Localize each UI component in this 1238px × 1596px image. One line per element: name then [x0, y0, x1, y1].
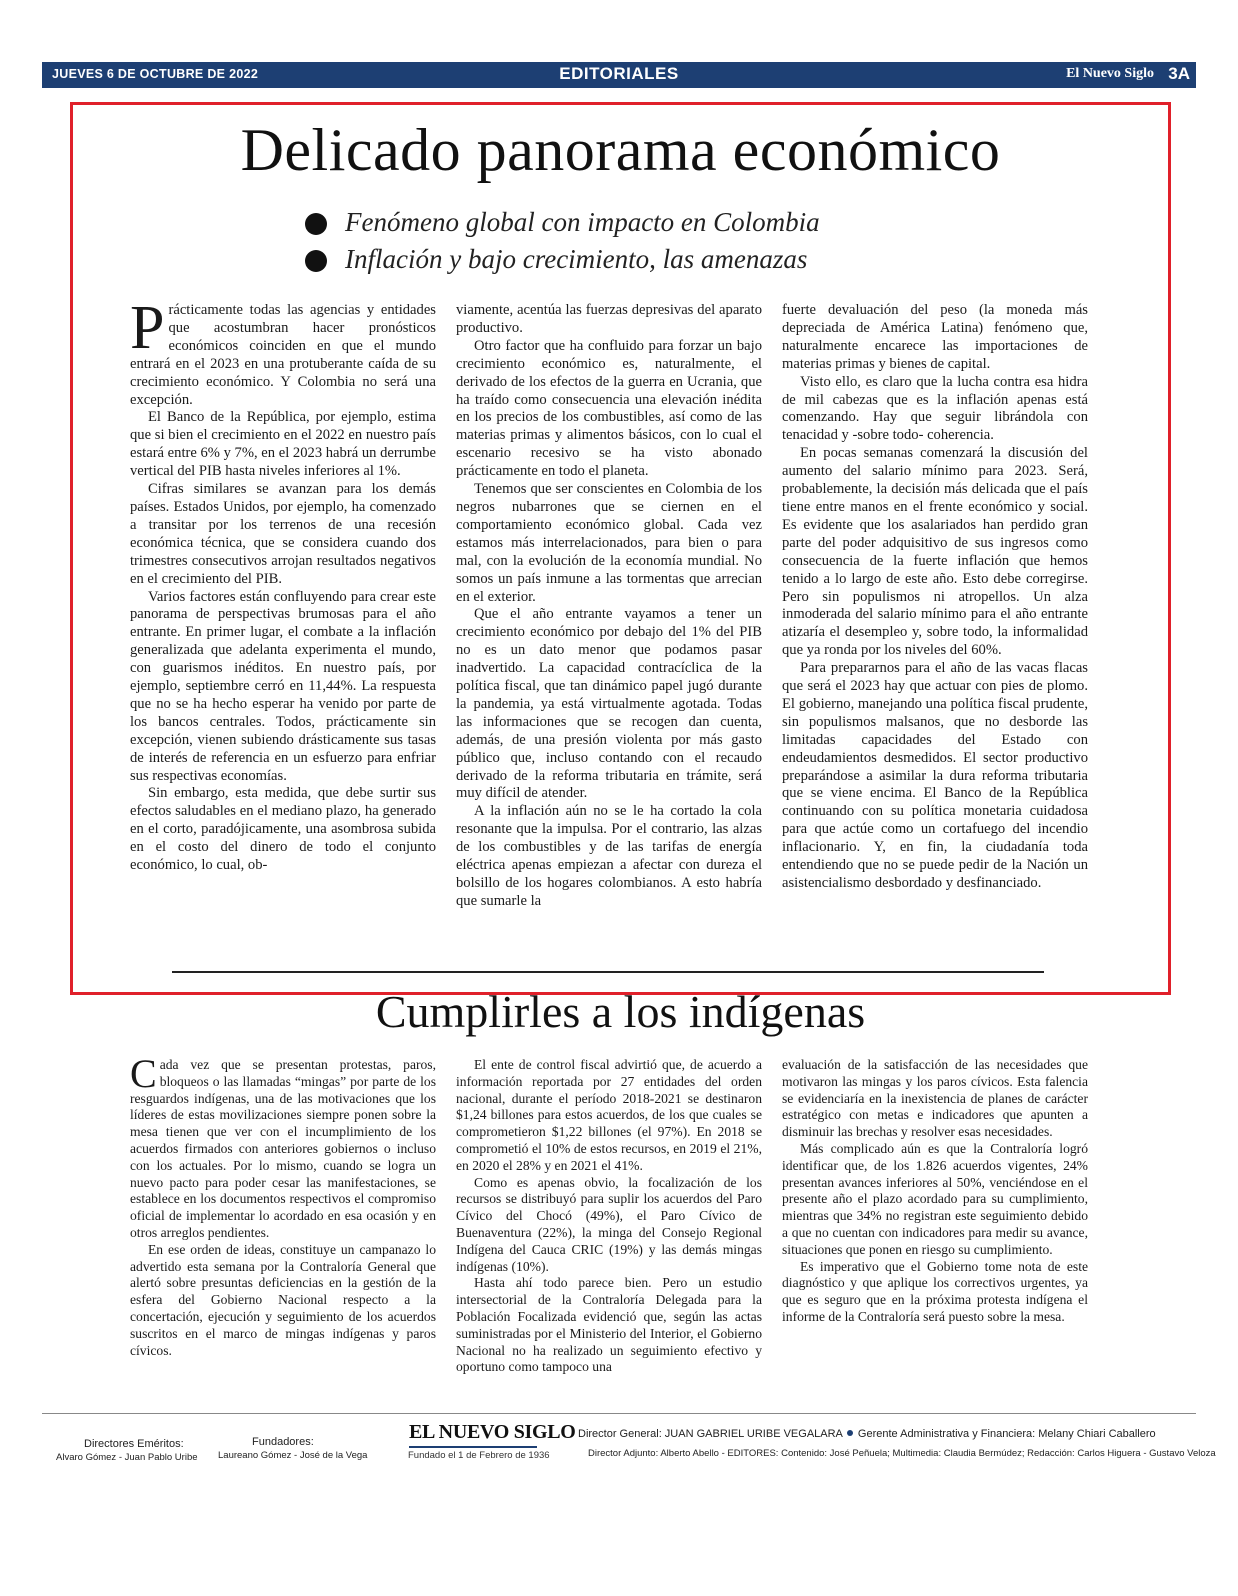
page-number: 3A — [1168, 64, 1190, 83]
editorial2-column-1 — [130, 1057, 436, 1375]
paragraph-text: ada vez que se presentan protestas, paros, bloqueos o las llamadas “mingas” por parte de los resguardos indígenas, una de las motivaciones que los líderes de estas movilizaciones siempre ponen sobre la mesa tienen que ver con el incumplimiento de los acuerdos firmados con anteriores gobiernos o incluso con los actuales. Por lo mismo, cuando se logra un nuevo pacto para poder cesar las manifestaciones, se establece en los documentos respectivos el compromiso oficial de implementar lo acordado en esa ocasión y en otros arreglos pendientes. — [130, 1057, 436, 1240]
staff-credits: Director Adjunto: Alberto Abello - EDITORES: Contenido: José Peñuela; Multimedia: Claudia Bermúdez; Redacción: Carlos Higuera - Gustavo Veloza — [588, 1448, 1216, 1459]
paragraph: Tenemos que ser conscientes en Colombia de los negros nubarrones que se ciernen en el comportamiento económico global. Cada vez estamos más interrelacionados, para bien o para mal, con la evolución de la economía mundial. No somos un país inmune a las tormentas que arrecian en el exterior. — [456, 481, 762, 605]
footer-masthead: EL NUEVO SIGLO — [409, 1421, 576, 1443]
page-date: JUEVES 6 DE OCTUBRE DE 2022 — [52, 67, 259, 81]
editorial2-column-3 — [782, 1057, 1088, 1375]
dropcap: P — [130, 302, 165, 362]
paragraph: Que el año entrante vayamos a tener un crecimiento económico por debajo del 1% del PIB no es un dato menor que podamos pasar inadvertido. La capacidad contracíclica de la política fiscal, que tan dinámico papel jugó durante la pandemia, ya está virtualmente agotada. Todas las informaciones que se recogen dan cuenta, además, de una presión violenta por más gasto público que, incluso contando con el recaudo derivado de la reforma tributaria en trámite, será muy difícil de atender. — [456, 606, 762, 802]
masthead-underline — [409, 1446, 537, 1448]
editorial1-column-3 — [782, 302, 1088, 946]
founded-date: Fundado el 1 de Febrero de 1936 — [408, 1450, 550, 1461]
paragraph: Visto ello, es claro que la lucha contra esa hidra de mil cabezas que es la inflación apenas está comenzando. Hay que seguir librándola con tenacidad y -sobre todo- coherencia. — [782, 373, 1088, 444]
paragraph: Otro factor que ha confluido para forzar un bajo crecimiento económico es, naturalmente, el derivado de los efectos de la guerra en Ucrania, que ha traído como consecuencia una elevación inédita en los precios de los combustibles, así como de las materias primas y alimentos básicos, con lo cual el escenario recesivo se ha visto abonado prácticamente en todo el planeta. — [456, 337, 762, 480]
paragraph: El ente de control fiscal advirtió que, de acuerdo a información reportada por 27 entidades del orden nacional, durante el período 2018-2021 se destinaron $1,24 billones para estos acuerdos, de los que cuales se comprometieron $1,22 billones (el 97%). En 2018 se comprometió el 10% de estos recursos, en 2019 el 21%, en 2020 el 28% y en 2021 el 41%. — [456, 1057, 762, 1173]
director-general-text: Director General: JUAN GABRIEL URIBE VEGALARA — [578, 1428, 843, 1440]
page-header-bar — [42, 62, 1196, 88]
editorial2-column-2 — [456, 1057, 762, 1375]
paragraph: Como es apenas obvio, la focalización de los recursos se distribuyó para suplir los acuerdos del Paro Cívico del Chocó (49%), el Paro Cívico de Buenaventura (22%), la minga del Consejo Regional Indígena del Cauca CRIC (19%) y las demás mingas indígenas (10%). — [456, 1174, 762, 1274]
paragraph: El Banco de la República, por ejemplo, estima que si bien el crecimiento en el 2022 en nuestro país estará entre 6% y 7%, en el 2023 habrá un derrumbe vertical del PIB hasta niveles inferiores al 1%. — [130, 409, 436, 480]
emeritos-label: Directores Eméritos: — [84, 1438, 184, 1450]
editorial1-subtitle-1 — [305, 204, 1005, 241]
footer-divider — [42, 1413, 1196, 1414]
subtitle-text: Inflación y bajo crecimiento, las amenazas — [345, 244, 808, 274]
paragraph: Cifras similares se avanzan para los demás países. Estados Unidos, por ejemplo, ha comenzado a transitar por los terrenos de una recesión económica técnica, que se considera cuando dos trimestres consecutivos arrojan resultados negativos en el crecimiento del PIB. — [130, 481, 436, 587]
header-brand: El Nuevo Siglo — [1066, 66, 1154, 81]
dropcap: C — [130, 1057, 157, 1096]
editorial2-body — [130, 1057, 1088, 1375]
director-general — [578, 1428, 1156, 1440]
editorial2-title: Cumplirles a los indígenas — [375, 986, 866, 1037]
paragraph: Varios factores están confluyendo para crear este panorama de perspectivas brumosas para el año entrante. En primer lugar, el combate a la inflación generalizada que adelanta experimenta el mundo, con guarismos inéditos. En nuestro país, por ejemplo, septiembre cerró en 11,44%. La respuesta que no se ha hecho esperar ha venido por parte de los bancos centrales. Todos, prácticamente sin excepción, vienen subiendo drásticamente sus tasas de interés de referencia en un esfuerzo para enfriar sus respectivas economías. — [130, 588, 436, 784]
emeritos-names: Alvaro Gómez - Juan Pablo Uribe — [56, 1452, 198, 1463]
fundadores-names: Laureano Gómez - José de la Vega — [218, 1450, 368, 1461]
paragraph: En ese orden de ideas, constituye un campanazo lo advertido esta semana por la Contraloría General que alertó sobre presuntas deficiencias en la gestión de la esfera del Gobierno Nacional respecto a la concertación, ejecución y seguimiento de los acuerdos suscritos en el marco de mingas indígenas y paros cívicos. — [130, 1241, 436, 1358]
paragraph: Sin embargo, esta medida, que debe surtir sus efectos saludables en el mediano plazo, ha generado en el corto, paradójicamente, una asombrosa subida en el costo del dinero de todo el conjunto económico, lo cual, ob- — [130, 785, 436, 874]
paragraph: viamente, acentúa las fuerzas depresivas del aparato productivo. — [456, 302, 762, 336]
paragraph: Es imperativo que el Gobierno tome nota de este diagnóstico y que aplique los correctivos urgentes, ya que es seguro que en la próxima protesta indígena el informe de la Contraloría será puesto sobre la mesa. — [782, 1258, 1088, 1324]
separator-dot-icon — [847, 1430, 853, 1436]
paragraph — [130, 302, 436, 409]
editorial1-column-2 — [456, 302, 762, 946]
paragraph: Más complicado aún es que la Contraloría logró identificar que, de los 1.826 acuerdos vigentes, 24% presentan avances inferiores al 50%, venciéndose en el presente año el plazo acordado para su cumplimiento, mientras que 34% no registran este seguimiento debido a que no cuentan con indicadores para medir su avance, situaciones que ponen en riesgo su cumplimiento. — [782, 1140, 1088, 1257]
page-footer — [42, 1418, 1216, 1478]
editorial1-subtitle-2 — [305, 241, 1005, 278]
editorial1-subtitles — [305, 204, 1005, 278]
section-title: EDITORIALES — [559, 64, 679, 83]
bullet-icon — [305, 213, 327, 235]
fundadores-label: Fundadores: — [252, 1436, 314, 1448]
paragraph: A la inflación aún no se le ha cortado la cola resonante que la impulsa. Por el contrario, las alzas de los combustibles y de las tarifas de energía eléctrica apenas empiezan a afectar con dureza el bolsillo de los hogares colombianos. A esto habría que sumarle la — [456, 803, 762, 909]
paragraph — [130, 1057, 436, 1242]
bullet-icon — [305, 250, 327, 272]
paragraph: Para prepararnos para el año de las vacas flacas que será el 2023 hay que actuar con pies de plomo. El gobierno, manejando una política fiscal prudente, sin populismos malsanos, que no desborde las limitadas capacidades del Estado con endeudamientos desmedidos. El sector productivo preparándose a asimilar la dura reforma tributaria que se viene encima. El Banco de la República continuando con su política monetaria cuidadosa para que actúe como un cortafuego del incendio inflacionario. Y, en fin, la ciudadanía toda entendiendo que no se puede pedir de la Nación un asistencialismo desbordado y desfinanciado. — [782, 660, 1088, 891]
paragraph: evaluación de la satisfacción de las necesidades que motivaron las mingas y los paros cívicos. Esta falencia se evidenciaría en la inexistencia de planes de carácter estratégico con metas e indicadores que apunten a disminuir las brechas y resolver esas necesidades. — [782, 1057, 1088, 1140]
paragraph: Hasta ahí todo parece bien. Pero un estudio intersectorial de la Contraloría Delegada para la Población Focalizada evidenció que, según las actas suministradas por el Ministerio del Interior, el Gobierno Nacional no ha realizado un seguimiento efectivo y oportuno como tampoco una — [456, 1275, 762, 1375]
editorial1-body — [130, 302, 1088, 946]
section-divider — [172, 971, 1044, 973]
paragraph-text: rácticamente todas las agencias y entidades que acostumbran hacer pronósticos económicos coinciden en que el mundo entrará en el 2023 en una protuberante caída de su crecimiento económico. Y Colombia no será una excepción. — [130, 302, 436, 408]
editorial1-title: Delicado panorama económico — [240, 117, 1001, 183]
subtitle-text: Fenómeno global con impacto en Colombia — [345, 207, 820, 237]
paragraph: En pocas semanas comenzará la discusión del aumento del salario mínimo para 2023. Será, probablemente, la decisión más delicada que el país tiene entre manos en el frente económico y social. Es evidente que los asalariados han perdido gran parte del poder adquisitivo de sus ingresos como consecuencia de la fuerte inflación que hemos tenido a lo largo de este año. Esto debe corregirse. Pero sin populismos ni atropellos. Un alza inmoderada del salario mínimo para el año entrante atizaría el desempleo y, sobre todo, la informalidad que ya ronda por los niveles del 60%. — [782, 445, 1088, 659]
editorial1-column-1 — [130, 302, 436, 946]
paragraph: fuerte devaluación del peso (la moneda más depreciada de América Latina) fenómeno que, naturalmente encarece las importaciones de materias primas y bienes de capital. — [782, 302, 1088, 372]
gerente-text: Gerente Administrativa y Financiera: Melany Chiari Caballero — [857, 1428, 1156, 1440]
